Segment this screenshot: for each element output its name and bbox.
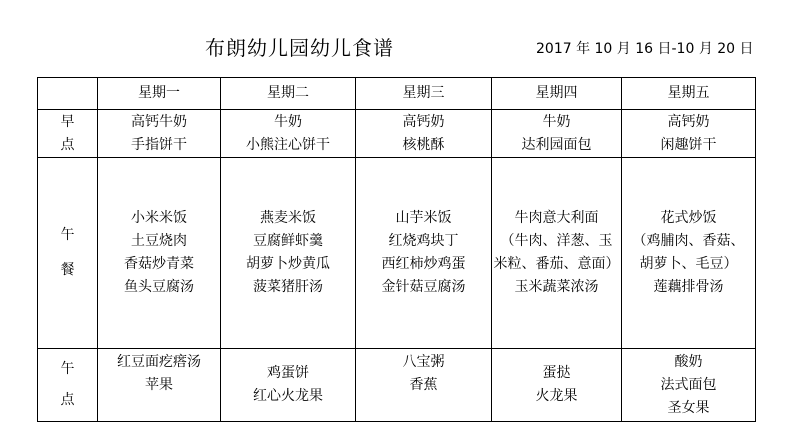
day-header-monday: 星期一	[98, 78, 221, 110]
label-char: 点	[60, 392, 75, 408]
day-header-friday: 星期五	[622, 78, 756, 110]
menu-item: 山芋米饭	[395, 210, 452, 226]
menu-item: 土豆烧肉	[131, 233, 187, 249]
breakfast-cell-tuesday	[221, 110, 356, 158]
menu-item: 豆腐鲜虾羹	[253, 233, 323, 249]
menu-table	[37, 77, 756, 422]
breakfast-row	[38, 110, 756, 158]
menu-item: 闲趣饼干	[660, 136, 717, 153]
snack-row	[38, 349, 756, 422]
snack-label	[38, 349, 98, 422]
menu-item: 苹果	[145, 377, 173, 393]
day-header-tuesday: 星期二	[221, 78, 356, 110]
menu-item: 法式面包	[660, 376, 717, 393]
breakfast-cell-thursday	[492, 110, 622, 158]
lunch-cell-monday	[98, 158, 221, 349]
menu-item: 红烧鸡块丁	[388, 233, 459, 249]
breakfast-cell-friday	[622, 110, 756, 158]
menu-item: 花式炒饭	[660, 210, 717, 226]
menu-item: 蛋挞	[542, 365, 571, 381]
menu-item: 红豆面疙瘩汤	[117, 354, 201, 370]
page-title: 布朗幼儿园幼儿食谱	[205, 36, 394, 60]
menu-item: 小熊注心饼干	[246, 136, 330, 153]
corner-cell	[38, 78, 98, 110]
menu-item: 香菇炒青菜	[124, 256, 194, 272]
lunch-cell-friday	[622, 158, 756, 349]
breakfast-cell-monday	[98, 110, 221, 158]
snack-cell-thursday	[492, 349, 622, 422]
menu-item: 牛肉意大利面	[514, 210, 599, 226]
label-char: 午	[60, 361, 75, 377]
lunch-cell-wednesday	[356, 158, 492, 349]
menu-item: 香蕉	[409, 377, 438, 393]
label-char: 早	[60, 113, 75, 130]
menu-item: 红心火龙果	[253, 388, 323, 404]
menu-item: 莲藕排骨汤	[653, 279, 724, 295]
menu-item: （鸡脯肉、香菇、	[632, 233, 745, 249]
lunch-row	[38, 158, 756, 349]
menu-item: 手指饼干	[131, 136, 187, 153]
menu-item: 核桃酥	[402, 136, 445, 153]
menu-item: 牛奶	[274, 113, 302, 130]
day-header-thursday: 星期四	[492, 78, 622, 110]
menu-item: 高钙奶	[402, 113, 445, 130]
menu-item: 圣女果	[667, 399, 710, 416]
snack-cell-tuesday	[221, 349, 356, 422]
label-char: 餐	[60, 262, 75, 278]
snack-cell-monday	[98, 349, 221, 422]
menu-item: 鱼头豆腐汤	[124, 279, 194, 295]
menu-item: 金针菇豆腐汤	[381, 279, 466, 295]
menu-item: 牛奶	[542, 113, 571, 130]
lunch-cell-tuesday	[221, 158, 356, 349]
label-char: 点	[60, 136, 75, 153]
breakfast-label	[38, 110, 98, 158]
menu-item: 达利园面包	[521, 136, 592, 153]
menu-item: 胡萝卜、毛豆）	[639, 256, 738, 272]
menu-item: 小米米饭	[131, 210, 187, 226]
menu-item: 火龙果	[535, 388, 578, 404]
menu-item: 八宝粥	[402, 354, 445, 370]
menu-item: 玉米蔬菜浓汤	[514, 279, 599, 295]
menu-item: 米粒、番茄、意面）	[493, 256, 620, 272]
date-range: 2017 年 10 月 16 日-10 月 20 日	[536, 41, 754, 57]
menu-item: 鸡蛋饼	[267, 365, 309, 381]
menu-item: 高钙牛奶	[131, 113, 187, 130]
menu-item: 酸奶	[674, 353, 703, 370]
menu-item: 西红柿炒鸡蛋	[381, 256, 466, 272]
lunch-cell-thursday	[492, 158, 622, 349]
menu-item: 高钙奶	[667, 113, 710, 130]
menu-item: （牛肉、洋葱、玉	[500, 233, 613, 249]
day-header-wednesday: 星期三	[356, 78, 492, 110]
menu-item: 燕麦米饭	[260, 210, 316, 226]
snack-cell-wednesday	[356, 349, 492, 422]
menu-item: 菠菜猪肝汤	[253, 279, 323, 295]
snack-cell-friday	[622, 349, 756, 422]
menu-item: 胡萝卜炒黄瓜	[246, 256, 330, 272]
lunch-label	[38, 158, 98, 349]
breakfast-cell-wednesday	[356, 110, 492, 158]
label-char: 午	[60, 227, 75, 243]
header-row	[38, 78, 756, 110]
